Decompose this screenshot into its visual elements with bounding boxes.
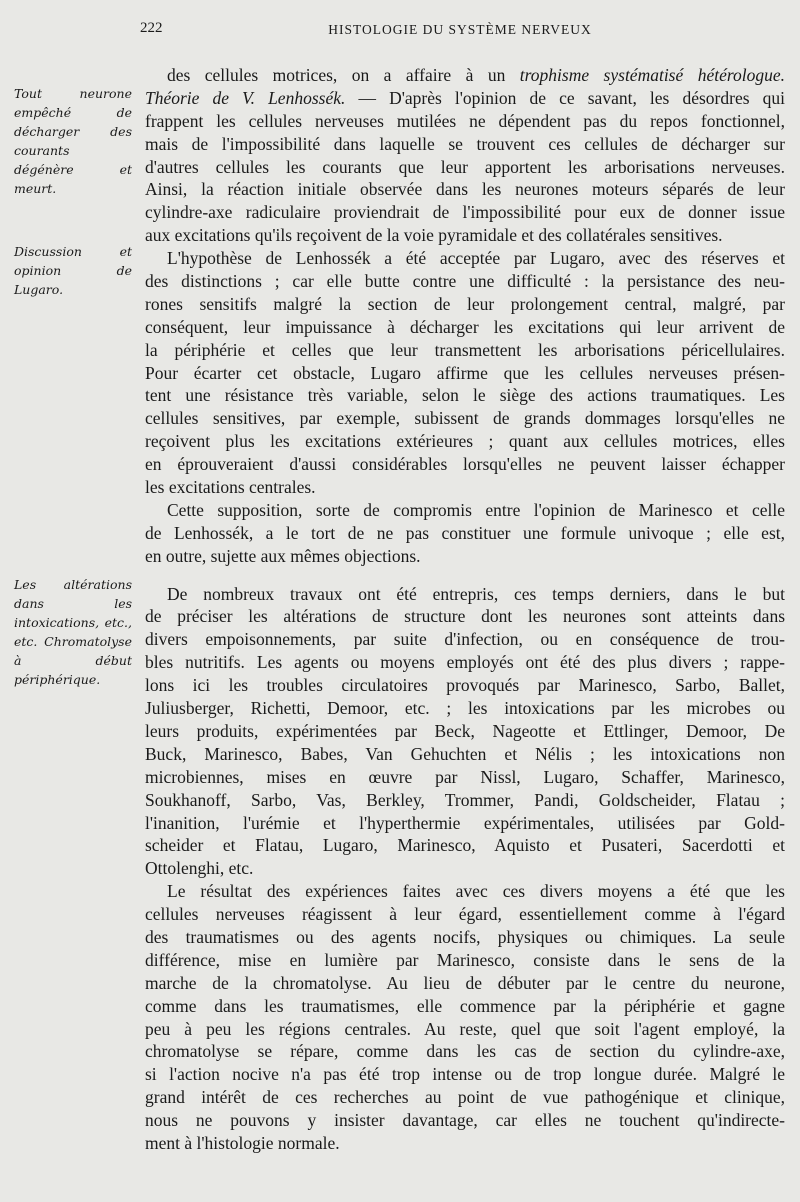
text-span: Ottolenghi, etc. bbox=[145, 858, 254, 879]
text-span: chromatolyse se répare, comme dans les cas de section du cylindre-axe, bbox=[145, 1041, 785, 1062]
text-span: de préciser les altérations de structure dont les neurones sont atteints dans bbox=[145, 606, 785, 627]
body-text bbox=[145, 64, 785, 1155]
page-number: 222 bbox=[140, 20, 163, 36]
text-span: d'autres cellules les courants que leur apportent les arborisations nerveuses. bbox=[145, 156, 785, 177]
text-span: en outre, sujette aux mêmes objections. bbox=[145, 545, 421, 566]
text-line bbox=[145, 110, 785, 133]
text-span: les excitations centrales. bbox=[145, 477, 316, 498]
text-line bbox=[145, 545, 785, 568]
text-span: bles nutritifs. Les agents ou moyens employés ont été des plus divers ; rappe- bbox=[145, 652, 785, 673]
text-span: Pour écarter cet obstacle, Lugaro affirme que les cellules nerveuses présen- bbox=[145, 362, 785, 383]
text-line bbox=[145, 834, 785, 857]
text-line bbox=[145, 605, 785, 628]
text-span: lons ici les troubles circulatoires provoqués par Marinesco, Sarbo, Ballet, bbox=[145, 675, 785, 696]
text-line bbox=[145, 949, 785, 972]
text-line bbox=[145, 293, 785, 316]
text-span: Le résultat des expériences faites avec ces divers moyens a été que les bbox=[167, 881, 785, 902]
text-span: scheider et Flatau, Lugaro, Marinesco, Aquisto et Pusateri, Sacerdotti et bbox=[145, 835, 785, 856]
text-span: mais de l'impossibilité dans laquelle se trouvent ces cellules de décharger sur bbox=[145, 133, 785, 154]
text-span: Cette supposition, sorte de compromis entre l'opinion de Marinesco et celle bbox=[167, 499, 785, 520]
text-span: nous ne pouvons y insister davantage, car elles ne touchent qu'indirecte- bbox=[145, 1110, 785, 1131]
text-span: Buck, Marinesco, Babes, Van Gehuchten et Nélis ; les intoxications non bbox=[145, 743, 785, 764]
text-span: — D'après l'opinion de ce savant, les désordres qui bbox=[345, 87, 785, 108]
text-span: peu à peu les régions centrales. Au reste, quel que soit l'agent employé, la bbox=[145, 1018, 785, 1039]
text-span: grand intérêt de ces recherches au point de vue pathogénique et clinique, bbox=[145, 1087, 785, 1108]
text-span: des traumatismes ou des agents nocifs, physiques ou chimiques. La seule bbox=[145, 926, 785, 947]
text-line bbox=[145, 674, 785, 697]
text-line bbox=[145, 1109, 785, 1132]
margin-note: Les altérations dans les intoxications, etc., etc. Chromatolyse à début périphérique. bbox=[14, 577, 132, 687]
text-line bbox=[145, 178, 785, 201]
text-line bbox=[145, 407, 785, 430]
text-span: divers empoisonnements, par suite d'infection, ou en conséquence de trou- bbox=[145, 629, 785, 650]
text-line bbox=[145, 87, 785, 110]
text-line bbox=[145, 1086, 785, 1109]
text-line bbox=[145, 384, 785, 407]
text-span: cylindre-axe radiculaire proviendrait de l'impossibilité pour eux de donner issue bbox=[145, 202, 785, 223]
text-line bbox=[145, 224, 785, 247]
italic-text: Théorie de V. Lenhossék. bbox=[145, 87, 346, 108]
text-line bbox=[145, 430, 785, 453]
text-line bbox=[145, 1063, 785, 1086]
text-line bbox=[145, 270, 785, 293]
text-span: cellules sensitives, par exemple, subissent de grands dommages lorsqu'elles ne bbox=[145, 408, 785, 429]
text-line bbox=[145, 247, 785, 270]
text-span: Ainsi, la réaction initiale observée dans les neurones moteurs séparés de leur bbox=[145, 179, 785, 200]
text-line bbox=[145, 972, 785, 995]
text-span: de Lenhossék, a le tort de ne pas constituer une formule univoque ; elle est, bbox=[145, 522, 785, 543]
text-span: comme dans les traumatismes, elle commence par la périphérie et gagne bbox=[145, 995, 785, 1016]
text-line bbox=[145, 453, 785, 476]
text-span: si l'action nocive n'a pas été trop intense ou de trop longue durée. Malgré le bbox=[145, 1064, 785, 1085]
text-span: aux excitations qu'ils reçoivent de la voie pyramidale et des collatérales sensitives. bbox=[145, 225, 723, 246]
text-line bbox=[145, 812, 785, 835]
text-span: microbiennes, mises en œuvre par Nissl, Lugaro, Schaffer, Marinesco, bbox=[145, 766, 785, 787]
text-line bbox=[145, 903, 785, 926]
text-line bbox=[145, 316, 785, 339]
text-span: De nombreux travaux ont été entrepris, ces temps derniers, dans le but bbox=[167, 583, 785, 604]
text-line bbox=[145, 133, 785, 156]
text-span: L'hypothèse de Lenhossék a été acceptée par Lugaro, avec des réserves et bbox=[167, 248, 785, 269]
text-span: ment à l'histologie normale. bbox=[145, 1132, 340, 1153]
text-line bbox=[145, 1040, 785, 1063]
text-line bbox=[145, 720, 785, 743]
text-line bbox=[145, 583, 785, 606]
text-line bbox=[145, 766, 785, 789]
text-span: la périphérie et celles que leur transmettent les arborisations péricellulaires. bbox=[145, 339, 785, 360]
text-line bbox=[145, 995, 785, 1018]
text-line bbox=[145, 499, 785, 522]
running-title: HISTOLOGIE DU SYSTÈME NERVEUX bbox=[328, 22, 592, 37]
text-line bbox=[145, 476, 785, 499]
text-span: différence, mise en lumière par Marinesco, consiste dans le sens de la bbox=[145, 949, 785, 970]
text-line bbox=[145, 743, 785, 766]
text-span: rones sensitifs malgré la section de leur prolongement central, malgré, par bbox=[145, 293, 785, 314]
margin-note: Tout neurone empêché de décharger des courants dégénère et meurt. bbox=[14, 86, 132, 196]
text-line bbox=[145, 651, 785, 674]
text-span: des distinctions ; car elle butte contre une difficulté : la persistance des neu- bbox=[145, 271, 785, 292]
text-span: conséquent, leur impuissance à décharger les excitations qui leur arrivent de bbox=[145, 316, 785, 337]
text-line bbox=[145, 1018, 785, 1041]
text-line bbox=[145, 857, 785, 880]
text-line bbox=[145, 926, 785, 949]
text-span: cellules nerveuses réagissent à leur égard, essentiellement comme à l'égard bbox=[145, 904, 785, 925]
text-line bbox=[145, 789, 785, 812]
section-gap bbox=[145, 568, 785, 583]
text-span: Juliusberger, Richetti, Demoor, etc. ; les intoxications par les microbes ou bbox=[145, 698, 785, 719]
text-span: tent une résistance très variable, selon le siège des actions traumatiques. Les bbox=[145, 385, 785, 406]
text-span: des cellules motrices, on a affaire à un bbox=[167, 65, 520, 85]
margin-note: Discussion et opinion de Lugaro. bbox=[14, 244, 132, 297]
text-line bbox=[145, 522, 785, 545]
text-line bbox=[145, 156, 785, 179]
text-span: en éprouveraient d'aussi considérables lorsqu'elles ne peuvent laisser échapper bbox=[145, 454, 785, 475]
text-line bbox=[145, 201, 785, 224]
text-line bbox=[145, 339, 785, 362]
text-span: l'inanition, l'urémie et l'hyperthermie expérimentales, utilisées par Gold- bbox=[145, 812, 785, 833]
text-span: marche de la chromatolyse. Au lieu de débuter par le centre du neurone, bbox=[145, 972, 785, 993]
text-span: frappent les cellules nerveuses mutilées ne dépendent pas du repos fonctionnel, bbox=[145, 110, 785, 131]
text-span: reçoivent plus les excitations extérieures ; quant aux cellules motrices, elles bbox=[145, 431, 785, 452]
text-line bbox=[145, 64, 785, 87]
text-line bbox=[145, 697, 785, 720]
italic-text: trophisme systématisé hétérologue. bbox=[519, 65, 786, 85]
text-span: leurs produits, expérimentées par Beck, Nageotte et Ettlinger, Demoor, De bbox=[145, 720, 785, 741]
text-span: Soukhanoff, Sarbo, Vas, Berkley, Trommer, Pandi, Goldscheider, Flatau ; bbox=[145, 789, 785, 810]
text-line bbox=[145, 1132, 785, 1155]
text-line bbox=[145, 628, 785, 651]
text-line bbox=[145, 880, 785, 903]
text-line bbox=[145, 362, 785, 385]
